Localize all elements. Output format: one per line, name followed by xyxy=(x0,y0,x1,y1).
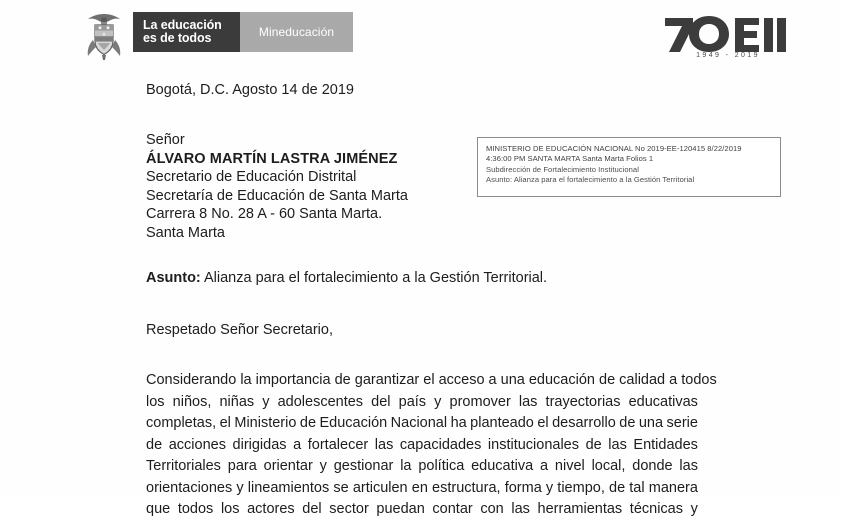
stamp-line-3: Subdirección de Fortalecimiento Institucional xyxy=(486,164,639,174)
oei-years-label: 1949 - 2019 xyxy=(696,52,760,59)
addressee-office: Secretaría de Educación de Santa Marta xyxy=(146,187,408,204)
banner-ministry xyxy=(240,12,353,52)
banner-slogan-line1: La educación xyxy=(143,17,222,32)
colombia-coat-of-arms-icon xyxy=(80,10,128,62)
stamp-line-1: MINISTERIO DE EDUCACIÓN NACIONAL No 2019-EE-120415 8/22/2019 xyxy=(486,144,742,153)
subject-text: Alianza para el fortalecimiento a la Gestión Territorial. xyxy=(200,270,548,286)
body-paragraph xyxy=(146,370,717,521)
reception-stamp xyxy=(477,137,781,197)
body-line: de acciones dirigidas a fortalecer las capacidades institucionales de las Entidades xyxy=(146,436,698,453)
body-line: orientaciones y lineamientos se articulen en estructura, forma y tiempo, de tal manera xyxy=(146,479,698,496)
addressee-block xyxy=(146,131,408,243)
body-line: que todos los actores del sector puedan contar con las herramientas técnicas y xyxy=(146,501,698,517)
addressee-address: Carrera 8 No. 28 A - 60 Santa Marta. xyxy=(146,206,383,223)
banner-slogan xyxy=(133,12,240,52)
addressee-city: Santa Marta xyxy=(146,224,225,241)
subject-line xyxy=(146,269,547,287)
body-line: Considerando la importancia de garantizar el acceso a una educación de calidad a todos xyxy=(146,372,717,388)
body-line: Territoriales para orientar y gestionar la política educativa a nivel local, donde las xyxy=(146,458,698,474)
stamp-line-2: 4:36:00 PM SANTA MARTA Santa Marta Folios 1 xyxy=(486,154,654,164)
subject-label: Asunto: xyxy=(146,270,201,286)
addressee-name: ÁLVARO MARTÍN LASTRA JIMÉNEZ xyxy=(146,150,398,167)
letterhead-header xyxy=(0,0,841,72)
stamp-line-4: Asunto: Alianza para el fortalecimiento a la Gestión Territorial xyxy=(486,175,695,185)
addressee-salutation: Señor xyxy=(146,132,185,148)
addressee-role: Secretario de Educación Distrital xyxy=(146,169,357,186)
body-line: los niños, niñas y adolescentes del país y promover las trayectorias educativas xyxy=(146,393,698,410)
letter-date: Bogotá, D.C. Agosto 14 de 2019 xyxy=(146,82,354,98)
mineducacion-banner xyxy=(133,12,353,52)
banner-slogan-line2: es de todos xyxy=(143,31,212,45)
body-line: completas, el Ministerio de Educación Nacional ha planteado el desarrollo de una serie xyxy=(146,415,698,431)
greeting-line: Respetado Señor Secretario, xyxy=(146,322,333,338)
banner-ministry-label: Mineducación xyxy=(258,25,335,39)
